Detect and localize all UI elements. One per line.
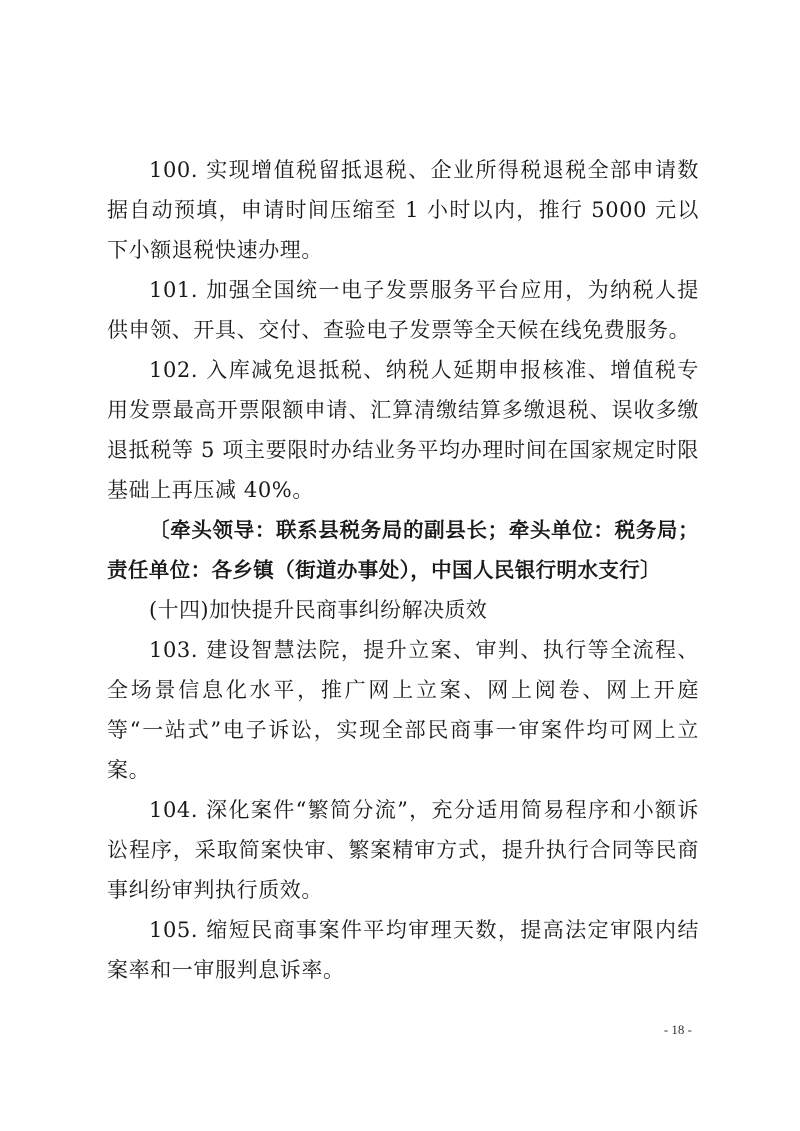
paragraph-item-101: 101. 加强全国统一电子发票服务平台应用，为纳税人提供申领、开具、交付、查验电子发票等全天候在线免费服务。 xyxy=(107,278,699,342)
document-body xyxy=(107,150,699,990)
paragraph-item-103: 103. 建设智慧法院，提升立案、审判、执行等全流程、全场景信息化水平，推广网上立案、网上阅卷、网上开庭等“一站式”电子诉讼，实现全部民商事一审案件均可网上立案。 xyxy=(107,638,699,782)
responsibility-note: 〔牵头领导：联系县税务局的副县长；牵头单位：税务局；责任单位：各乡镇（街道办事处），中国人民银行明水支行〕 xyxy=(107,518,699,582)
paragraph-item-100: 100. 实现增值税留抵退税、企业所得税退税全部申请数据自动预填，申请时间压缩至 1 小时以内，推行 5000 元以下小额退税快速办理。 xyxy=(107,158,699,262)
paragraph-item-104: 104. 深化案件“繁简分流”，充分适用简易程序和小额诉讼程序，采取简案快审、繁案精审方式，提升执行合同等民商事纠纷审判执行质效。 xyxy=(107,798,699,902)
paragraph-item-102: 102. 入库减免退抵税、纳税人延期申报核准、增值税专用发票最高开票限额申请、汇算清缴结算多缴退税、误收多缴退抵税等 5 项主要限时办结业务平均办理时间在国家规定时限基础上再压减 40%。 xyxy=(107,358,699,502)
paragraph-item-105: 105. 缩短民商事案件平均审理天数，提高法定审限内结案率和一审服判息诉率。 xyxy=(107,918,699,982)
section-heading-14: (十四)加快提升民商事纠纷解决质效 xyxy=(149,598,488,622)
page-number: - 18 - xyxy=(663,1022,692,1037)
